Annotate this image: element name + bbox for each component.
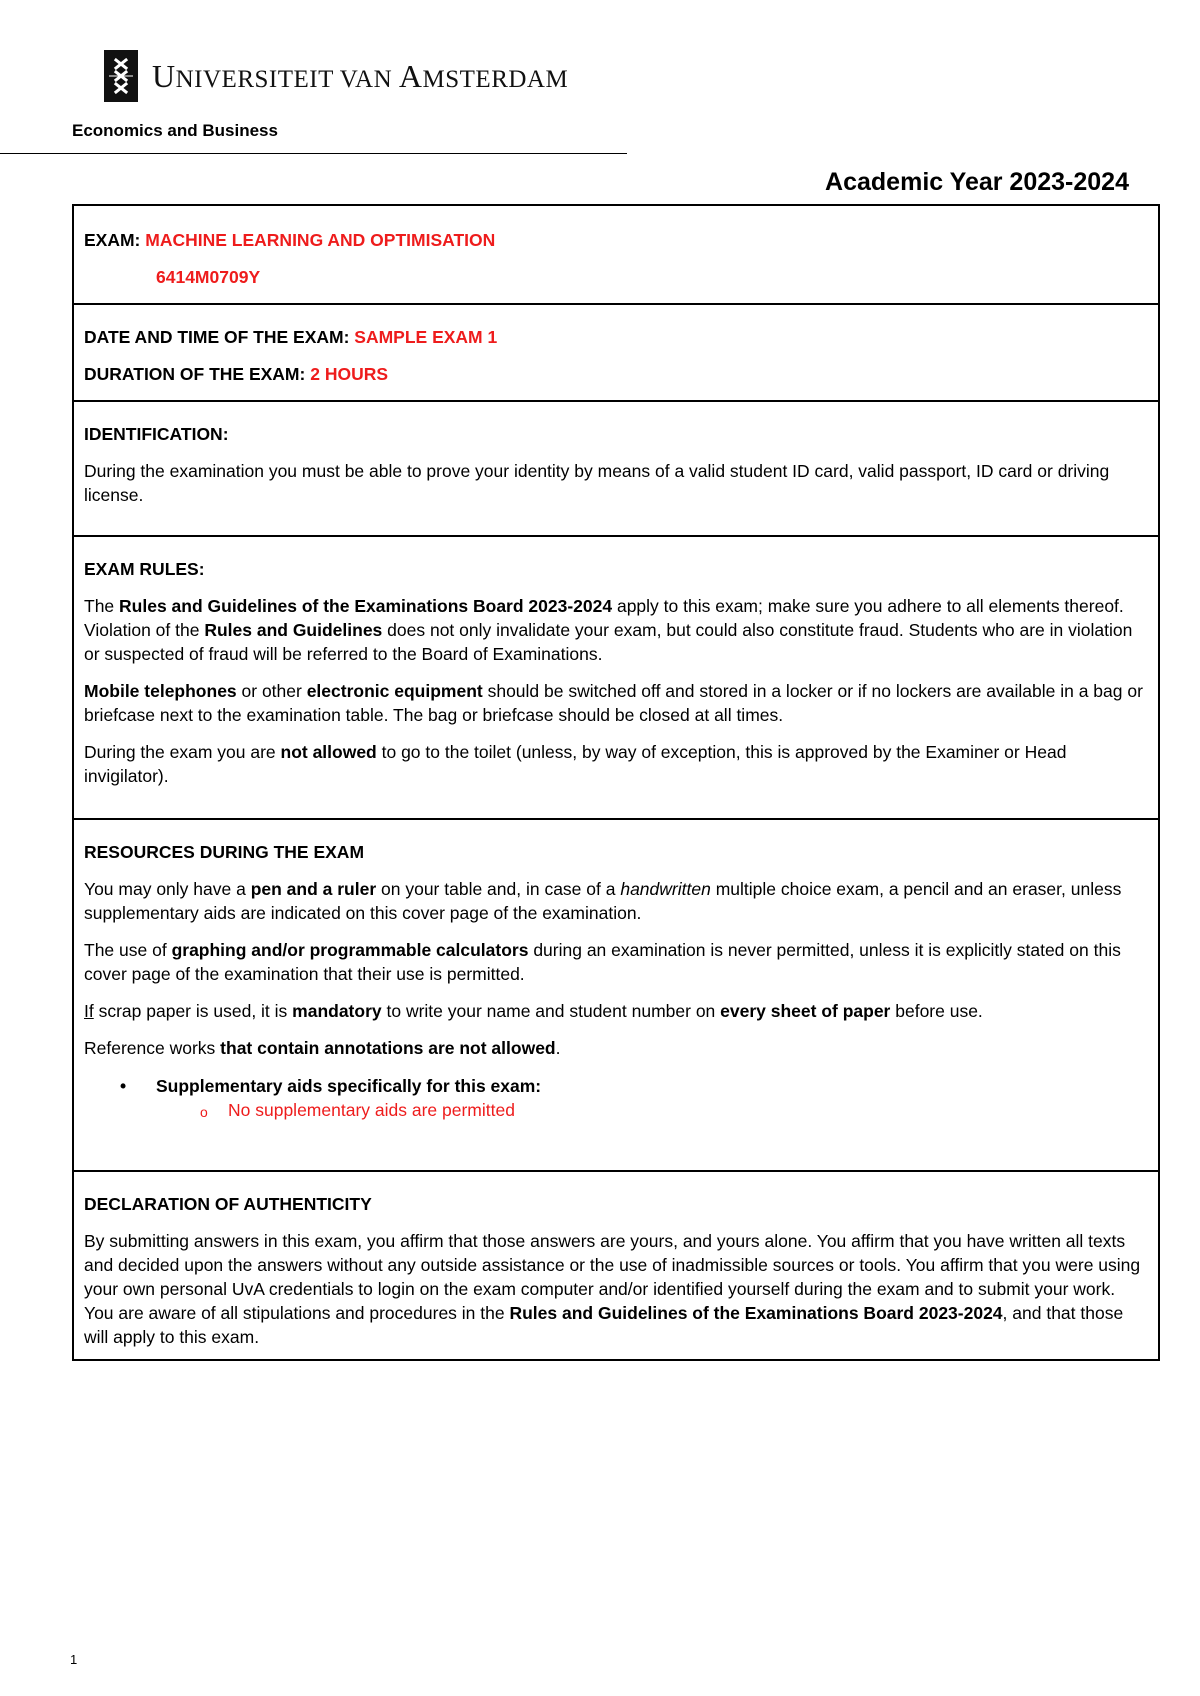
resources-paragraph-4: Reference works that contain annotations are not allowed. bbox=[84, 1038, 561, 1058]
exam-cover-table bbox=[72, 204, 1160, 1361]
rules-paragraph-3: During the exam you are not allowed to go to the toilet (unless, by way of exception, this is approved by the Examiner or Head invigilator). bbox=[84, 742, 1067, 786]
exam-label: EXAM: bbox=[84, 230, 141, 250]
identification-text: During the examination you must be able to prove your identity by means of a valid student ID card, valid passport, ID card or driving license. bbox=[84, 461, 1110, 505]
supplementary-aids-bullet bbox=[120, 1074, 1148, 1098]
identification-section bbox=[74, 402, 1158, 537]
resources-paragraph-1: You may only have a pen and a ruler on your table and, in case of a handwritten multiple choice exam, a pencil and an eraser, unless supplementary aids are indicated on this cover page of the examination. bbox=[84, 879, 1122, 923]
bullet-icon: • bbox=[120, 1076, 127, 1096]
resources-section bbox=[74, 820, 1158, 1172]
declaration-section bbox=[74, 1172, 1158, 1359]
declaration-text: By submitting answers in this exam, you affirm that those answers are yours, and yours alone. You affirm that you have written all texts and decided upon the answers without any outside assistance or the use of inadmissible sources or tools. You affirm that you were using your own personal UvA credentials to login on the exam computer and/or identified yourself during the exam and to submit your work. You are aware of all stipulations and procedures in the Rules and Guidelines of the Examinations Board 2023-2024, and that those will apply to this exam. bbox=[84, 1231, 1141, 1347]
datetime-section bbox=[74, 305, 1158, 402]
resources-paragraph-3: If scrap paper is used, it is mandatory to write your name and student number on every sheet of paper before use. bbox=[84, 1001, 983, 1021]
declaration-heading: DECLARATION OF AUTHENTICITY bbox=[84, 1194, 372, 1214]
date-label: DATE AND TIME OF THE EXAM: bbox=[84, 327, 350, 347]
supplementary-aids-heading: Supplementary aids specifically for this exam: bbox=[156, 1076, 542, 1096]
exam-rules-section bbox=[74, 537, 1158, 820]
sub-bullet-icon: o bbox=[200, 1104, 208, 1120]
date-value: SAMPLE EXAM 1 bbox=[354, 327, 498, 347]
exam-section bbox=[74, 206, 1158, 305]
exam-code: 6414M0709Y bbox=[156, 267, 261, 287]
supplementary-aids-value: No supplementary aids are permitted bbox=[228, 1100, 515, 1120]
rules-paragraph-2: Mobile telephones or other electronic equipment should be switched off and stored in a locker or if no lockers are available in a bag or briefcase next to the examination table. The bag or briefcase should be closed at all times. bbox=[84, 681, 1143, 725]
exam-name: MACHINE LEARNING AND OPTIMISATION bbox=[145, 230, 496, 250]
resources-heading: RESOURCES DURING THE EXAM bbox=[84, 842, 365, 862]
identification-heading: IDENTIFICATION: bbox=[84, 424, 229, 444]
uva-shield-icon bbox=[104, 50, 138, 102]
header-divider bbox=[0, 153, 627, 154]
faculty-name: Economics and Business bbox=[72, 121, 278, 140]
duration-label: DURATION OF THE EXAM: bbox=[84, 364, 306, 384]
supplementary-aids-item bbox=[200, 1098, 1148, 1124]
page-number: 1 bbox=[70, 1652, 78, 1667]
duration-value: 2 HOURS bbox=[310, 364, 389, 384]
rules-paragraph-1: The Rules and Guidelines of the Examinations Board 2023-2024 apply to this exam; make sure you adhere to all elements thereof. Violation of the Rules and Guidelines does not only invalidate your exam, but could also constitute fraud. Students who are in violation or suspected of fraud will be referred to the Board of Examinations. bbox=[84, 596, 1133, 664]
university-logo bbox=[104, 50, 568, 102]
university-name: UNIVERSITEIT VAN AMSTERDAM bbox=[152, 58, 569, 94]
exam-rules-heading: EXAM RULES: bbox=[84, 559, 205, 579]
academic-year: Academic Year 2023-2024 bbox=[825, 168, 1129, 196]
resources-paragraph-2: The use of graphing and/or programmable calculators during an examination is never permitted, unless it is explicitly stated on this cover page of the examination that their use is permitted. bbox=[84, 940, 1121, 984]
